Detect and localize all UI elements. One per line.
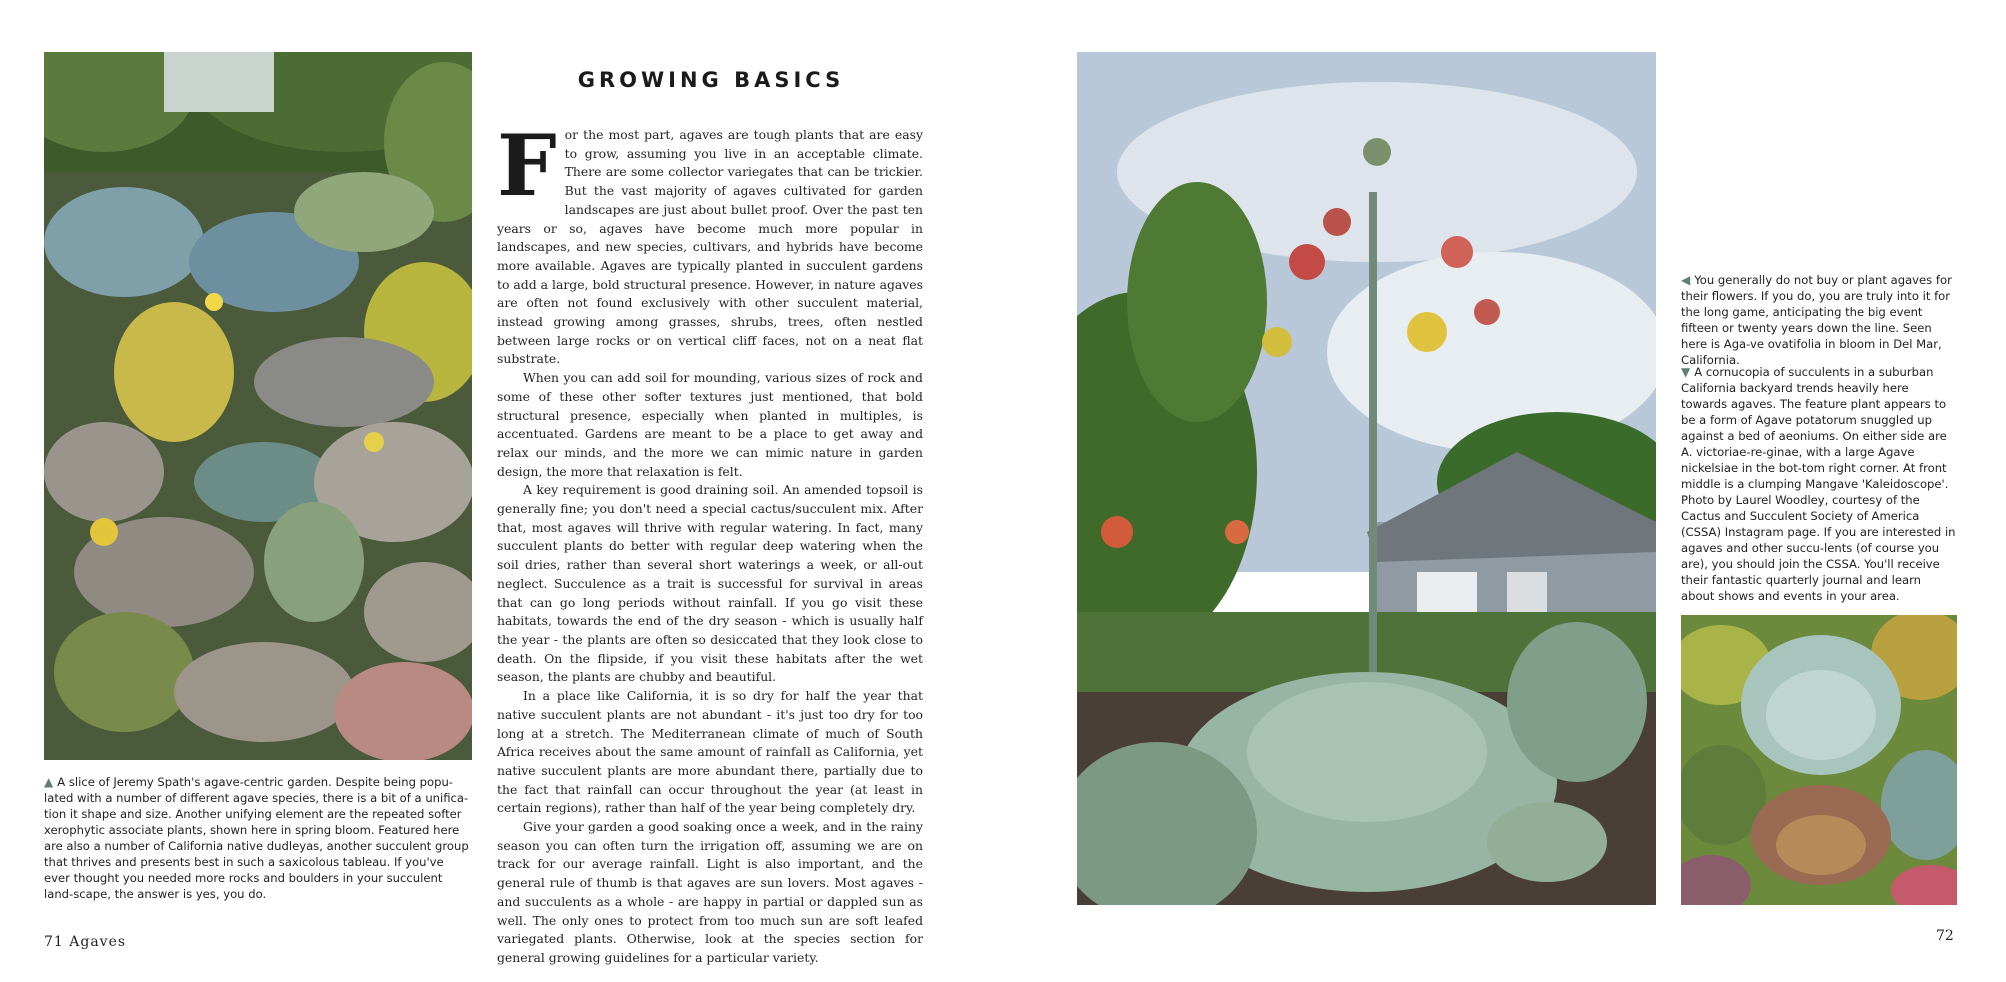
body-text [497,116,923,968]
paragraph-1: For the most part, agaves are tough plants that are easy to grow, assuming you live in an acceptable climate. There are some collector variegates that can be trickier. But the vast majority of agaves cultivated for garden landscapes are just about bullet proof. Over the past ten years or so, agaves have become much more popular in landscapes, and new species, cultivars, and hybrids have become more available. Agaves are typically planted in succulent gardens to add a large, bold structural presence. However, in nature agaves are often not found exclusively with other succulent material, instead growing among grasses, shrubs, trees, often nestled between large rocks or on vertical cliff faces, not on a neat flat substrate. [497,116,923,367]
photo-agave-rock-garden [44,52,472,760]
caption-bloom: ◀ You generally do not buy or plant agaves for their flowers. If you do, you are truly into it for the long game, anticipating the big event fifteen or twenty years down the line. Seen here is Aga-ve ovatifolia in bloom in Del Mar, California. [1681,273,1952,367]
folio-left: 71 Agaves [44,934,127,950]
caption-backyard: ▼ A cornucopia of succulents in a suburban California backyard trends heavily here towards agaves. The feature plant appears to be a form of Agave potatorum snuggled up against a bed of aeoniums. On either side are A. victoriae-re-ginae, with a large Agave nickelsiae in the bot-tom right corner. At front middle is a clumping Mangave 'Kaleidoscope'. Photo by Laurel Woodley, courtesy of the Cactus and Succulent Society of America (CSSA) Instagram page. If you are interested in agaves and other succu-lents (of course you are), you should join the CSSA. You'll receive their fantastic quarterly journal and learn about shows and events in your area. [1681,365,1956,603]
caption-rock-garden: ▲ A slice of Jeremy Spath's agave-centric garden. Despite being popu-lated with a number of different agave species, there is a bit of a unifica-tion it shape and size. Another unifying element are the repeated softer xerophytic associate plants, shown here in spring bloom. Featured here are also a number of California native dudleyas, another succulent group that thrives and presents best in such a saxicolous tableau. If you've ever thought you needed more rocks and boulders in your succulent land-scape, the answer is yes, you do. [44,775,469,901]
page-title: GROWING BASICS [577,68,845,92]
photo-agave-bloom-house [1077,52,1656,905]
paragraph-2: When you can add soil for mounding, various sizes of rock and some of these other softer textures just mentioned, that bold structural presence, especially when planted in multiples, is accentuated. Gardens are meant to be a place to get away and relax our minds, and the more we can mimic nature in garden design, the more that relaxation is felt. [497,370,923,479]
folio-right: 72 [1936,928,1954,944]
paragraph-5: Give your garden a good soaking once a week, and in the rainy season you can often turn the irrigation off, assuming we are on track for our average rainfall. Light is also important, and the general rule of thumb is that agaves are sun lovers. Most agaves - and succulents as a whole - are happy in partial or dappled sun as well. The only ones to protect from too much sun are soft leafed variegated plants. Otherwise, look at the species section for general growing guidelines for a particular variety. [497,819,923,965]
photo-backyard-succulents [1681,615,1957,905]
drop-cap: F [497,116,557,215]
paragraph-3: A key requirement is good draining soil. An amended topsoil is generally fine; you don't need a special cactus/succulent mix. After that, most agaves will thrive with regular watering. In fact, many succulent plants do better with regular deep watering when the soil dries, rather than several short waterings a week, or all-out neglect. Succulence as a trait is successful for survival in areas that can go long periods without rainfall. If you go visit these habitats, towards the end of the dry season - which is usually half the year - the plants are often so desiccated that they look close to death. On the flipside, if you visit these habitats after the wet season, the plants are chubby and beautiful. [497,482,923,685]
triangle-up-icon: ▲ [44,775,54,789]
paragraph-4: In a place like California, it is so dry for half the year that native succulent plants are not abundant - it's just too dry for too long at a stretch. The Mediterranean climate of much of South Africa receives about the same amount of rainfall as California, yet native succulent plants are more abundant there, partially due to the fact that rainfall can occur throughout the year (at least in certain regions), rather than half of the year being completely dry. [497,688,923,816]
triangle-down-icon: ▼ [1681,365,1691,379]
triangle-left-icon: ◀ [1681,273,1691,287]
